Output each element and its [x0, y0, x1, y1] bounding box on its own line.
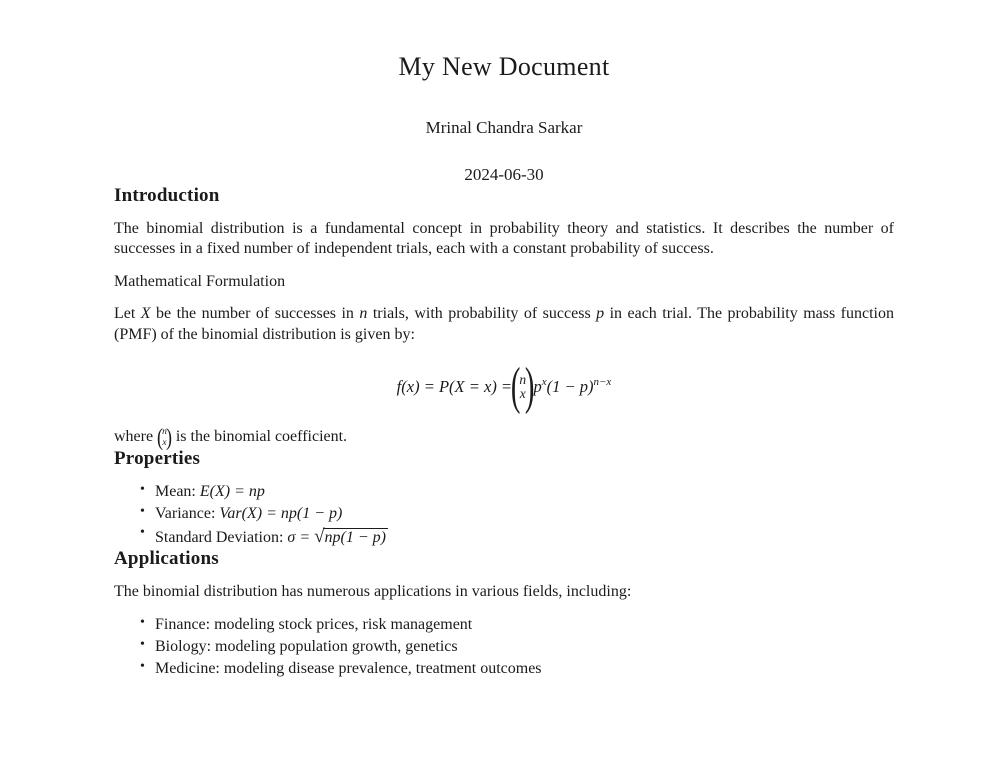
- binomial-coefficient: [510, 358, 535, 416]
- bullet-icon: •: [140, 637, 145, 653]
- list-item-standard-deviation: [140, 525, 894, 548]
- property-label: Standard Deviation:: [155, 529, 288, 547]
- sqrt-radicand: np(1 − p): [324, 529, 386, 547]
- close-paren: ): [525, 358, 535, 416]
- formula-sup-nx: n−x: [593, 375, 612, 388]
- property-label: Mean:: [155, 483, 200, 501]
- document-title: My New Document: [398, 52, 610, 81]
- bullet-icon: •: [140, 659, 145, 675]
- applications-paragraph: The binomial distribution has numerous applications in various fields, including:: [114, 583, 632, 601]
- formula-p-base: p: [533, 377, 542, 397]
- list-item-medicine: [140, 659, 894, 679]
- document-author: Mrinal Chandra Sarkar: [425, 118, 583, 137]
- bullet-icon: •: [140, 503, 145, 519]
- pmf-display-formula: [114, 358, 894, 416]
- binomial-x: x: [162, 437, 167, 448]
- binomial-n: n: [162, 427, 167, 438]
- binomial-n: n: [519, 371, 527, 387]
- close-paren: ): [165, 424, 172, 451]
- bullet-icon: •: [140, 482, 145, 498]
- section-heading-applications: Applications: [114, 548, 219, 570]
- property-math: E(X) = np: [199, 483, 265, 501]
- bullet-icon: •: [140, 525, 145, 541]
- subsection-mathematical-formulation: Mathematical Formulation: [114, 272, 286, 290]
- section-heading-properties: Properties: [114, 448, 201, 470]
- properties-list: [114, 482, 894, 548]
- list-item-biology: [140, 637, 894, 657]
- list-item-finance: [140, 615, 894, 635]
- application-text: Finance: modeling stock prices, risk management: [155, 615, 473, 633]
- list-item-mean: [140, 482, 894, 502]
- square-root: [314, 526, 388, 548]
- formula-rhs: [533, 377, 611, 397]
- formula-mid: (1 − p): [546, 377, 594, 397]
- bullet-icon: •: [140, 614, 145, 630]
- pmf-intro-paragraph: Let X be the number of successes in n trials, with probability of success p in each trial. The probability mass function (PMF) of the binomial distribution is given by:: [114, 305, 894, 343]
- open-paren: (: [157, 424, 164, 451]
- applications-list: [114, 615, 894, 679]
- binomial-coefficient-note: [114, 424, 894, 451]
- application-text: Medicine: modeling disease prevalence, treatment outcomes: [155, 660, 542, 678]
- introduction-paragraph: The binomial distribution is a fundamental concept in probability theory and statistics. It describes the number of successes in a fixed number of independent trials, each with a constant probability of success.: [114, 220, 894, 258]
- property-math: σ =: [287, 529, 315, 547]
- property-math: Var(X) = np(1 − p): [219, 504, 343, 522]
- property-label: Variance:: [155, 504, 220, 522]
- section-heading-introduction: Introduction: [114, 185, 220, 206]
- formula-lhs: f(x) = P(X = x) =: [396, 377, 513, 397]
- sqrt-sign: √: [314, 526, 325, 548]
- list-item-variance: [140, 504, 894, 524]
- document-date: 2024-06-30: [464, 165, 544, 184]
- formula-sup-x: x: [541, 375, 547, 388]
- application-text: Biology: modeling population growth, genetics: [155, 638, 458, 656]
- where-post: is the binomial coefficient.: [171, 428, 348, 446]
- binomial-x: x: [519, 386, 526, 402]
- inline-binomial-coefficient: [157, 424, 172, 451]
- where-pre: where: [114, 428, 158, 446]
- open-paren: (: [510, 358, 521, 416]
